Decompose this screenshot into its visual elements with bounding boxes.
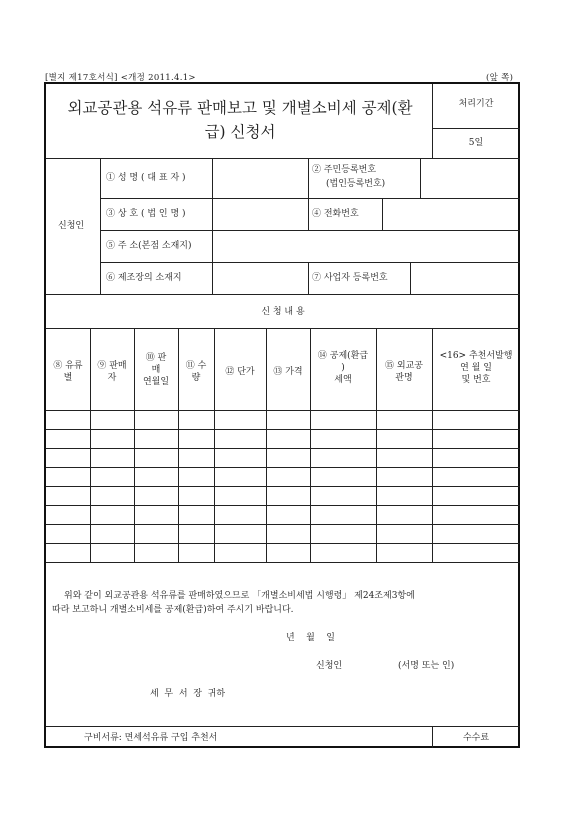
fee-label: 수수료 (462, 733, 490, 743)
processing-period-label: 처리기간 (458, 99, 494, 109)
application-form (44, 82, 520, 748)
processing-period-value: 5일 (468, 138, 484, 148)
declaration-line1: 위와 같이 외교공관용 석유류를 판매하였으므로 「개별소비세법 시행령」 제24조제3항에 (64, 591, 415, 601)
detail-row-8[interactable] (46, 562, 520, 563)
detail-row-2[interactable] (46, 448, 520, 449)
applicant-signature-label: 신청인 (316, 661, 343, 671)
required-documents: 구비서류: 면세석유류 구입 추천서 (84, 733, 218, 743)
col-quantity: ⑪ 수 량 (185, 361, 207, 383)
applicant-section-label: 신청인 (58, 221, 85, 231)
detail-row-5[interactable] (46, 505, 520, 506)
business-name-label: ③ 상 호 ( 법 인 명 ) (106, 209, 186, 219)
factory-location-label: ⑥ 제조장의 소재지 (106, 273, 182, 283)
col-price: ⑬ 가격 (273, 367, 303, 377)
form-number: [별지 제17호서식] <개정 2011.4.1> (45, 73, 196, 83)
business-registration-label: ⑦ 사업자 등록번호 (312, 273, 388, 283)
col-diplomatic-mission: ⑮ 외교공 관명 (385, 361, 423, 383)
col-sale-date: ⑩ 판 매 연월일 (142, 353, 170, 387)
form-title-line1: 외교공관용 석유류 판매보고 및 개별소비세 공제(환 (67, 99, 413, 117)
signature-or-seal[interactable]: (서명 또는 인) (398, 661, 455, 671)
col-oil-type: ⑧ 유류 별 (53, 361, 83, 383)
col-seller: ⑨ 판매 자 (97, 361, 127, 383)
name-label: ① 성 명 ( 대 표 자 ) (106, 173, 186, 183)
col-unit-price: ⑫ 단가 (225, 367, 255, 377)
application-details-title: 신 청 내 용 (261, 307, 305, 317)
phone-label: ④ 전화번호 (312, 209, 359, 219)
detail-row-1[interactable] (46, 429, 520, 430)
form-title-line2: 급) 신청서 (204, 123, 276, 141)
resident-number-label: ② 주민등록번호 (312, 165, 377, 175)
page-side-label: (앞 쪽) (486, 73, 514, 83)
detail-row-3[interactable] (46, 467, 520, 468)
corporate-number-label: (법인등록번호) (326, 179, 386, 189)
declaration-line2: 따라 보고하니 개별소비세를 공제(환급)하여 주시기 바랍니다. (52, 605, 294, 615)
col-recommendation-date: <16> 추천서발행 연 월 일 및 번호 (439, 351, 513, 385)
detail-row-4[interactable] (46, 486, 520, 487)
declaration-date[interactable]: 년 월 일 (286, 633, 335, 643)
detail-row-6[interactable] (46, 524, 520, 525)
col-deduction-tax: ⑭ 공제(환급 ) 세액 (317, 351, 369, 385)
address-label: ⑤ 주 소(본점 소재지) (106, 241, 192, 251)
tax-office-addressee: 세 무 서 장 귀하 (150, 689, 226, 699)
detail-row-7[interactable] (46, 543, 520, 544)
